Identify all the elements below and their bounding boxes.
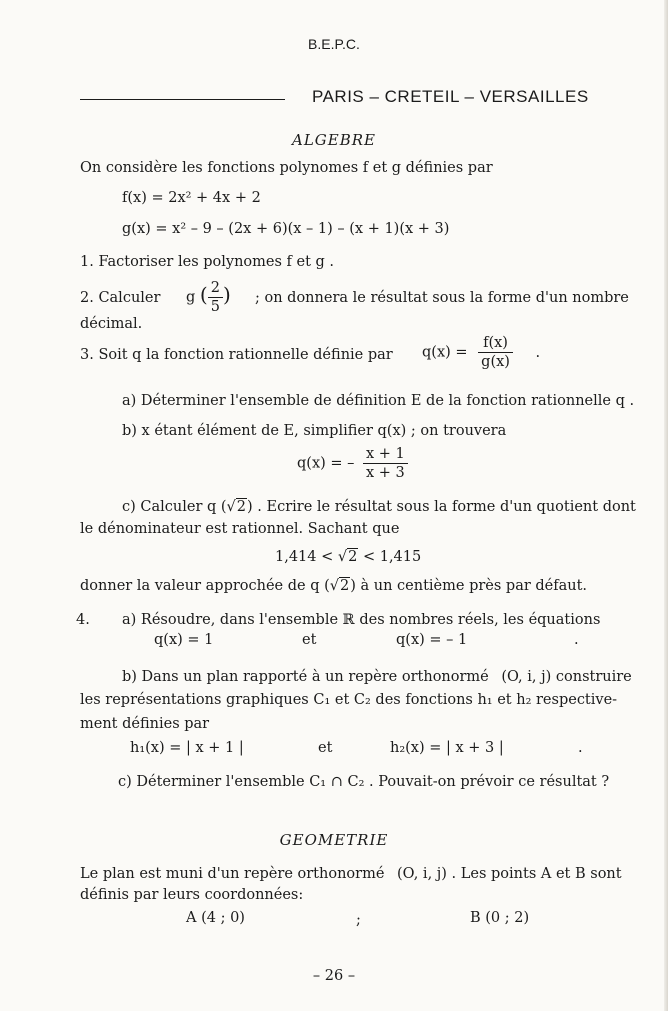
question-4c: c) Déterminer l'ensemble C₁ ∩ C₂ . Pouvait-on prévoir ce résultat ? <box>118 774 610 790</box>
fraction-denominator: 5 <box>210 299 220 315</box>
geometry-frame: (O, i, j) <box>397 866 447 882</box>
geometry-title: GEOMETRIE <box>279 831 389 849</box>
question-3b: b) x étant élément de E, simplifier q(x) ; on trouvera <box>122 423 507 439</box>
question-2-text: ; on donnera le résultat sous la forme d'un nombre <box>255 290 629 306</box>
header-rule <box>80 99 285 100</box>
equation-dot: . <box>574 632 579 648</box>
question-3c: c) Calculer q (√2) . Ecrire le résultat sous la forme d'un quotient dont <box>122 499 636 515</box>
question-3c-end: ) . Ecrire le résultat sous la forme d'un quotient dont <box>247 499 636 515</box>
approximation-start: donner la valeur approchée de q (√ <box>80 578 339 594</box>
equation-1: q(x) = 1 <box>154 632 214 648</box>
f-definition: f(x) = 2x² + 4x + 2 <box>122 190 261 206</box>
h-dot: . <box>578 740 583 756</box>
g-definition: g(x) = x² – 9 – (2x + 6)(x – 1) – (x + 1)(x + 3) <box>122 221 450 237</box>
q-simplified-denominator: x + 3 <box>366 465 405 481</box>
approximation <box>80 578 587 594</box>
question-3a: a) Déterminer l'ensemble de définition E de la fonction rationnelle q . <box>122 393 635 409</box>
question-4a: a) Résoudre, dans l'ensemble ℝ des nombres réels, les équations <box>122 612 601 628</box>
geometry-line2: définis par leurs coordonnées: <box>80 887 304 903</box>
question-1: 1. Factoriser les polynomes f et g . <box>80 254 335 270</box>
question-3: 3. Soit q la fonction rationnelle définie par <box>80 347 393 363</box>
frame-notation: (O, i, j) <box>501 669 552 685</box>
exam-title: B.E.P.C. <box>308 36 360 52</box>
question-4b-line2: les représentations graphiques C₁ et C₂ des fonctions h₁ et h₂ respective- <box>80 692 618 708</box>
inequality-radicand: 2 <box>348 549 358 565</box>
q-denominator: g(x) <box>481 354 510 370</box>
q-simplified-fraction <box>363 446 408 481</box>
page-edge <box>664 0 668 1011</box>
question-4b-line3: ment définies par <box>80 716 210 732</box>
q-dot: . <box>535 344 541 361</box>
fraction-2-5 <box>208 280 223 315</box>
question-3c-start: c) Calculer q ( <box>122 499 227 515</box>
q-numerator: f(x) <box>478 335 513 353</box>
question-4-number: 4. <box>76 612 90 628</box>
fraction-numerator: 2 <box>208 280 223 298</box>
inequality <box>275 549 421 565</box>
inequality-right: < 1,415 <box>362 549 422 565</box>
region-title: PARIS – CRETEIL – VERSAILLES <box>312 87 589 106</box>
question-4b-start: b) Dans un plan rapporté à un repère orthonormé <box>122 669 489 685</box>
approximation-radicand: 2 <box>340 578 350 594</box>
h1-definition: h₁(x) = | x + 1 | <box>130 740 244 756</box>
geometry-line1-end: . Les points A et B sont <box>451 866 622 882</box>
inequality-left: 1,414 < √ <box>275 549 348 565</box>
approximation-end: ) à un centième près par défaut. <box>350 578 588 594</box>
geometry-line1-start: Le plan est muni d'un repère orthonormé <box>80 866 385 882</box>
sqrt-radicand: 2 <box>236 499 247 515</box>
question-2-expression: g ( $\frac{2}{5}$ ) <box>186 280 231 315</box>
equation-2: q(x) = – 1 <box>396 632 468 648</box>
h-et: et <box>318 740 333 756</box>
question-3c-line2: le dénominateur est rationnel. Sachant que <box>80 521 400 537</box>
point-b: B (0 ; 2) <box>470 910 530 926</box>
q-simplified-numerator: x + 1 <box>363 446 408 464</box>
q-simplified-lhs: q(x) = – <box>297 455 355 472</box>
algebra-title: ALGEBRE <box>292 131 376 149</box>
page-number: – 26 – <box>312 968 356 984</box>
question-2-label: 2. Calculer <box>80 290 161 306</box>
q-simplified <box>297 446 408 481</box>
q-fraction <box>478 335 513 370</box>
q-definition <box>422 335 540 370</box>
algebra-intro: On considère les fonctions polynomes f et g définies par <box>80 160 493 176</box>
q-lhs: q(x) = <box>422 344 468 361</box>
question-2-text-cont: décimal. <box>80 316 143 332</box>
question-4b <box>122 669 632 685</box>
question-4b-end: construire <box>555 669 632 685</box>
h2-definition: h₂(x) = | x + 3 | <box>390 740 504 756</box>
geometry-line1 <box>80 866 622 882</box>
equation-et: et <box>302 632 317 648</box>
point-a: A (4 ; 0) <box>186 910 245 926</box>
g-function: g <box>186 289 196 306</box>
point-separator: ; <box>356 912 361 928</box>
